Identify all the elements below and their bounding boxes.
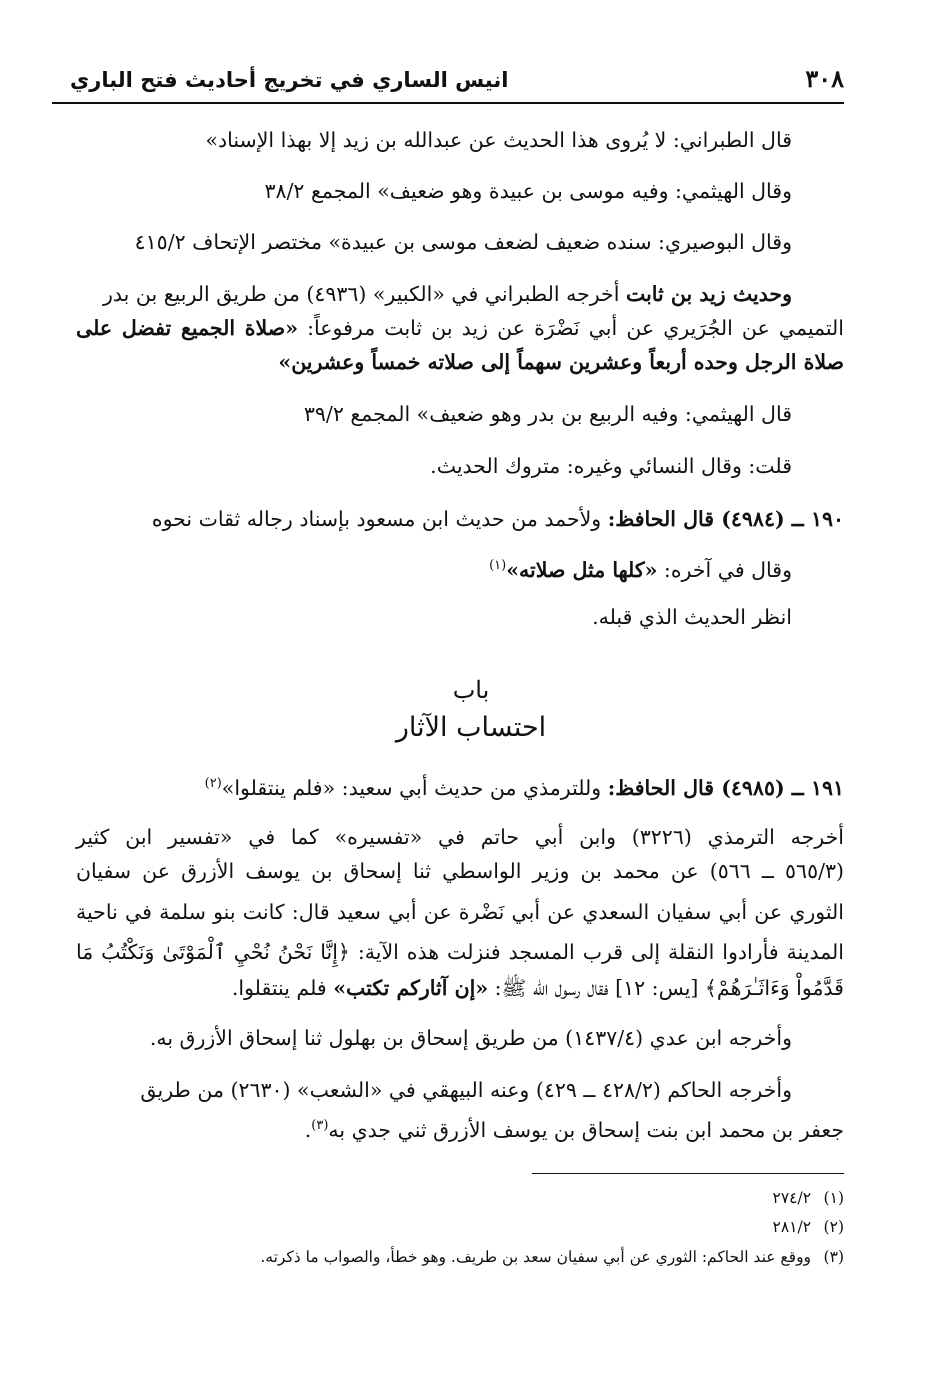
- quran-verse-end: قَدَّمُواْ وَءَاثَـٰرَهُمْ﴾ [يس: ١٢] فقال رسول الله ﷺ:: [488, 976, 844, 1000]
- footnote-ref-2: (٢): [204, 776, 222, 791]
- paragraph-tabarani: قال الطبراني: لا يُروى هذا الحديث عن عبدالله بن زيد إلا بهذا الإسناد»: [205, 128, 792, 152]
- footnote-divider: [532, 1173, 844, 1174]
- footnote-2: [773, 1216, 844, 1238]
- paragraph-zayd-line-3: [76, 348, 844, 376]
- footnote-3-number: (٣): [823, 1248, 844, 1266]
- takhrij-3-text: جعفر بن محمد ابن بنت إسحاق بن يوسف الأزرق ثني جدي به: [328, 1117, 844, 1142]
- paragraph-zayd-line-2: [76, 314, 844, 342]
- chapter-title: احتساب الآثار: [395, 712, 547, 743]
- hadith-190-matn: «كلها مثل صلاته»: [506, 557, 658, 582]
- footnote-1-number: (١): [823, 1189, 844, 1207]
- page-number: ٣٠٨: [805, 64, 844, 93]
- zayd-hadith-lead: وحديث زيد بن ثابت: [625, 282, 792, 306]
- paragraph-haythami-2: قال الهيثمي: وفيه الربيع بن بدر وهو ضعيف» المجمع ٣٩/٢: [303, 402, 792, 426]
- takhrij-3-line-2: [76, 1112, 844, 1144]
- hadith-191-number: ١٩١ ــ (٤٩٨٥) قال الحافظ:: [607, 775, 844, 800]
- zayd-matn-start: «صلاة الجميع تفضل على: [76, 316, 299, 340]
- footnote-3: [260, 1246, 844, 1268]
- footnote-ref-1: (١): [489, 558, 507, 573]
- page-header: [52, 60, 844, 104]
- hadith-190-lead: وقال في آخره:: [657, 557, 792, 582]
- paragraph-zayd-line-1: [76, 280, 792, 308]
- takhrij-3-end: .: [304, 1117, 312, 1142]
- paragraph-busiri: وقال البوصيري: سنده ضعيف لضعف موسى بن عبيدة» مختصر الإتحاف ٤١٥/٢: [134, 230, 792, 254]
- zayd-chain-text: التميمي عن الجُرَيري عن أبي نَضْرَة عن زيد بن ثابت مرفوعاً:: [298, 316, 844, 340]
- paragraph-nasai: قلت: وقال النسائي وغيره: متروك الحديث.: [430, 454, 792, 478]
- footnote-3-text: ووقع عند الحاكم: الثوري عن أبي سفيان سعد بن طريف. وهو خطأ، والصواب ما ذكرته.: [260, 1248, 812, 1266]
- takhrij-1-line-2: (٥٦٥/٣ ــ ٥٦٦) عن محمد بن وزير الواسطي ثنا إسحاق بن يوسف الأزرق عن سفيان: [76, 859, 844, 883]
- see-previous-note: انظر الحديث الذي قبله.: [592, 605, 792, 629]
- hadith-190-text: ولأحمد من حديث ابن مسعود بإسناد رجاله ثقات نحوه: [151, 507, 608, 531]
- footnote-ref-3: (٣): [311, 1118, 329, 1133]
- footnote-1-text: ٢٧٤/٢: [772, 1189, 812, 1207]
- takhrij-3-line-1: وأخرجه الحاكم (٤٢٨/٢ ــ ٤٢٩) وعنه البيهقي في «الشعب» (٢٦٣٠) من طريق: [140, 1078, 792, 1102]
- footnote-2-text: ٢٨١/٢: [772, 1218, 812, 1236]
- hadith-190-line-2: [489, 552, 792, 584]
- footnote-1: [773, 1187, 844, 1209]
- hadith-191-line: [76, 770, 844, 802]
- chapter-label: باب: [452, 676, 490, 704]
- zayd-matn-end: صلاة الرجل وحده أربعاً وعشرين سهماً إلى صلاته خمساً وعشرين»: [278, 350, 844, 374]
- takhrij-1-line-5: [76, 974, 844, 1002]
- takhrij-1-line-1: أخرجه الترمذي (٣٢٢٦) وابن أبي حاتم في «تفسيره» كما في «تفسير ابن كثير: [76, 825, 844, 849]
- takhrij-1-line-3: الثوري عن أبي سفيان السعدي عن أبي نَضْرة عن أبي سعيد قال: كانت بنو سلمة في ناحية: [76, 900, 844, 924]
- hadith-190-line-1: [76, 505, 844, 533]
- takhrij-2: وأخرجه ابن عدي (١٤٣٧/٤) من طريق إسحاق بن بهلول ثنا إسحاق الأزرق به.: [149, 1026, 792, 1050]
- hadith-190-number: ١٩٠ ــ (٤٩٨٤) قال الحافظ:: [607, 507, 844, 531]
- paragraph-haythami-1: وقال الهيثمي: وفيه موسى بن عبيدة وهو ضعيف» المجمع ٣٨/٢: [264, 179, 792, 203]
- footnote-2-number: (٢): [823, 1218, 844, 1236]
- running-title: انيس الساري في تخريج أحاديث فتح الباري: [70, 68, 509, 92]
- zayd-hadith-text: أخرجه الطبراني في «الكبير» (٤٩٣٦) من طريق الربيع بن بدر: [102, 282, 626, 306]
- takhrij-1-line-4: المدينة فأرادوا النقلة إلى قرب المسجد فنزلت هذه الآية: ﴿إِنَّا نَحْنُ نُحْيِ ٱلْمَوْتَىٰ وَنَكْتُبُ مَا: [76, 940, 844, 964]
- hadith-191-text: وللترمذي من حديث أبي سعيد: «فلم ينتقلوا»: [221, 775, 608, 800]
- takhrij-1-conclusion: فلم ينتقلوا.: [231, 976, 334, 1000]
- prophet-saying: «إن آثاركم تكتب»: [333, 976, 489, 1000]
